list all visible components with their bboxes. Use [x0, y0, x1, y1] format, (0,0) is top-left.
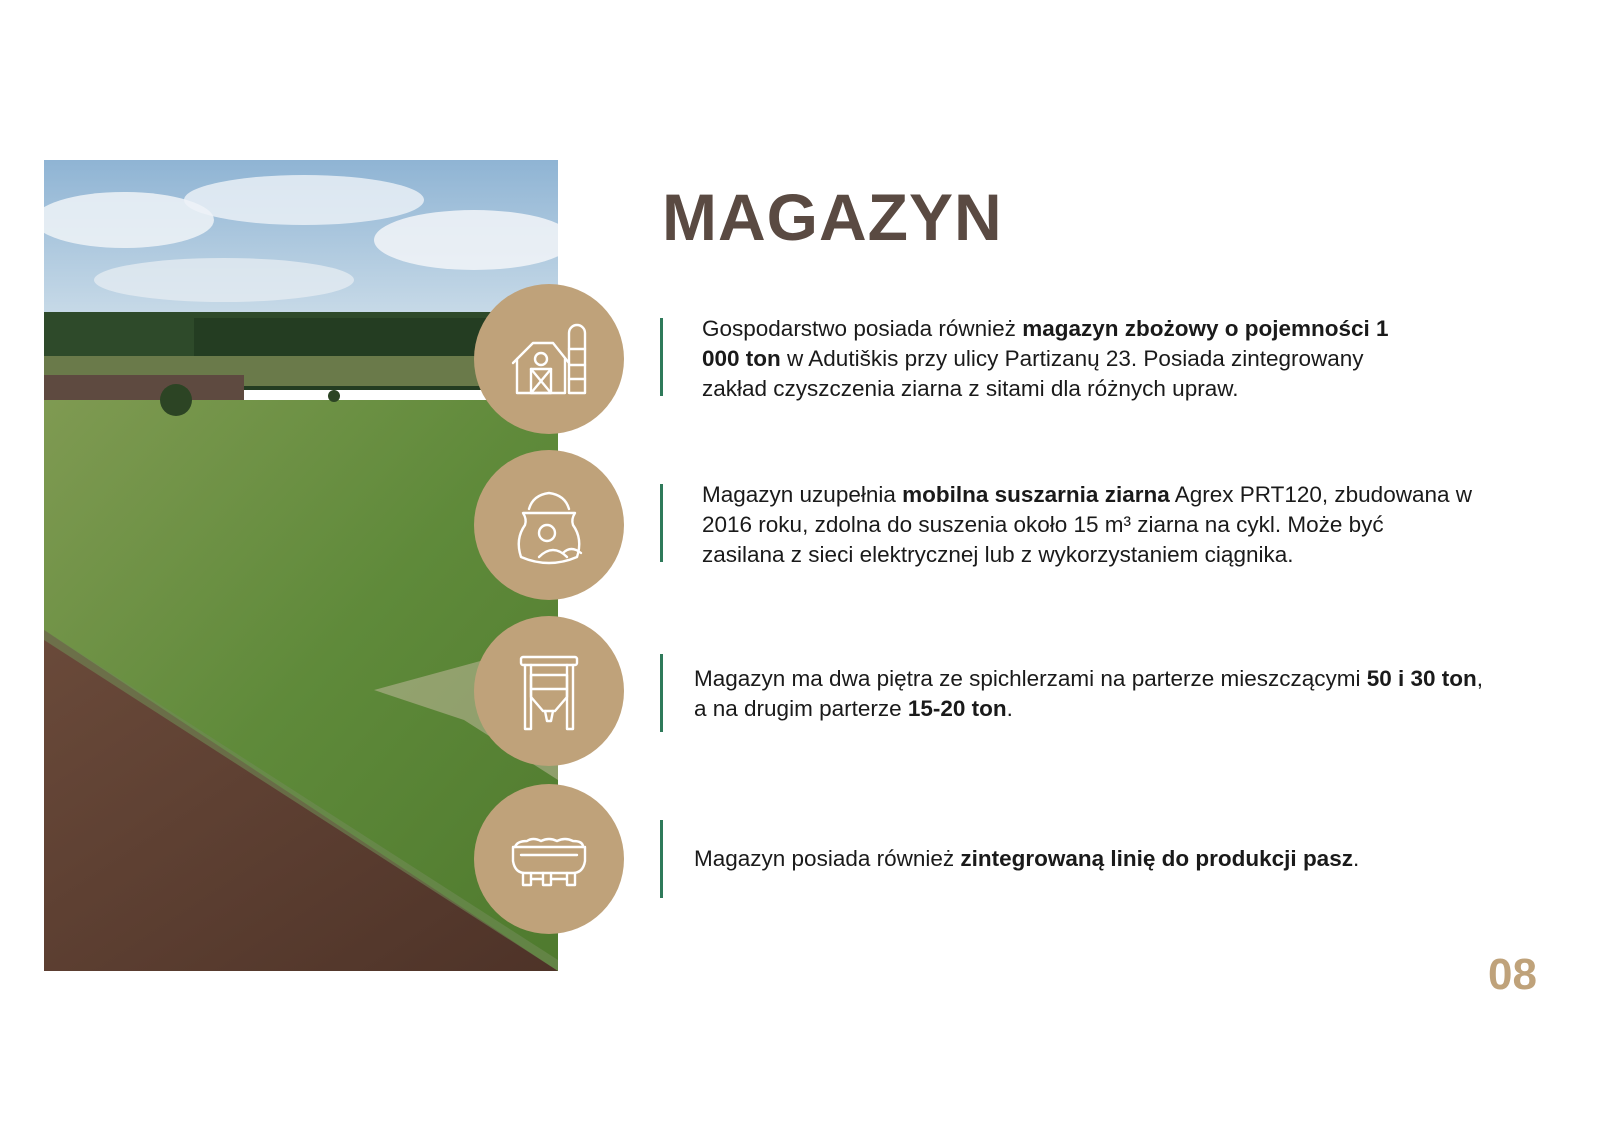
page-number: 08 — [1488, 950, 1537, 999]
accent-bar — [660, 820, 663, 898]
barn-silo-icon — [474, 284, 624, 434]
grain-hopper-icon — [474, 616, 624, 766]
accent-bar — [660, 654, 663, 732]
item-text: Gospodarstwo posiada również magazyn zbożowy o pojemności 1 000 ton w Adutiškis przy ulicy Partizanų 23. Posiada zintegrowany zakład czyszczenia ziarna z sitami dla różnych upraw. — [702, 316, 1389, 401]
grain-sack-icon — [474, 450, 624, 600]
page-title: MAGAZYN — [662, 180, 1003, 254]
item-text: Magazyn uzupełnia mobilna suszarnia ziarna Agrex PRT120, zbudowana w 2016 roku, zdolna do suszenia około 15 m³ ziarna na cykl. Może być zasilana z sieci elektrycznej lub z wykorzystaniem ciągnika. — [702, 482, 1473, 567]
feed-mixer-cart-icon — [474, 784, 624, 934]
item-text: Magazyn ma dwa piętra ze spichlerzami na parterze mieszczącymi 50 i 30 ton, a na drugim parterze 15-20 ton. — [694, 666, 1484, 721]
accent-bar — [660, 318, 663, 396]
item-text: Magazyn posiada również zintegrowaną linię do produkcji pasz. — [694, 846, 1360, 871]
accent-bar — [660, 484, 663, 562]
